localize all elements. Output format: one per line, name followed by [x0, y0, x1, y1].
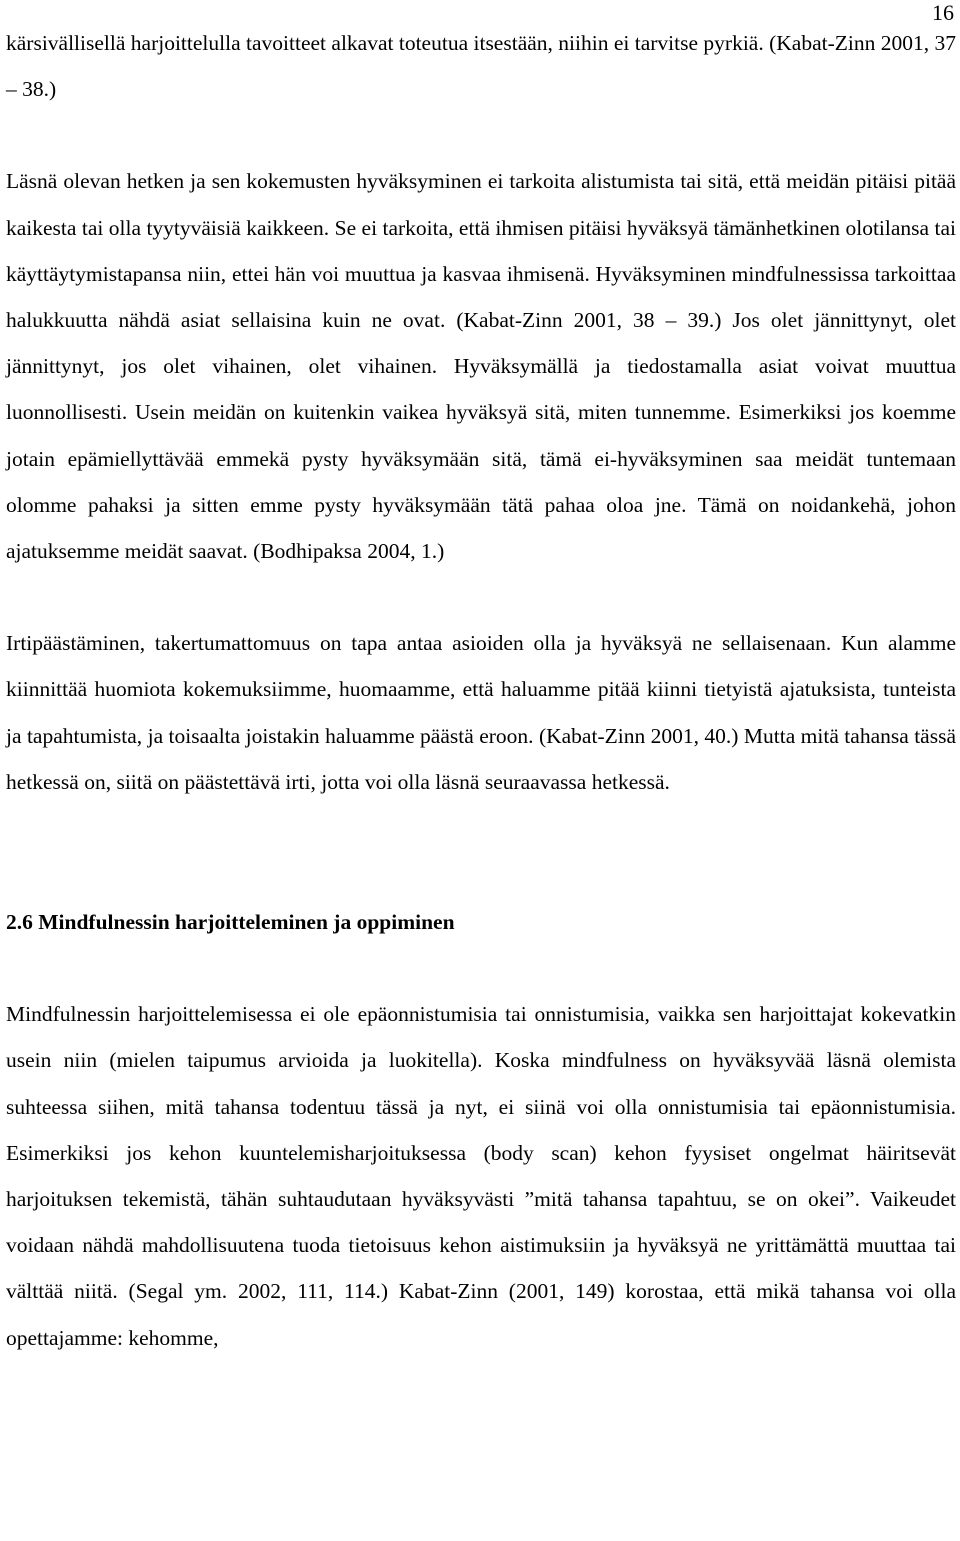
paragraph-practice: Mindfulnessin harjoittelemisessa ei ole epäonnistumisia tai onnistumisia, vaikka sen harjoittajat kokevatkin usein niin (mielen taipumus arvioida ja luokitella). Koska mindfulness on hyväksyvää läsnä olemista suhteessa siihen, mitä tahansa todentuu tässä ja nyt, ei siinä voi olla onnistumisia tai epäonnistumisia. Esimerkiksi jos kehon kuuntelemisharjoituksessa (body scan) kehon fyysiset ongelmat häiritsevät harjoituksen tekemistä, tähän suhtaudutaan hyväksyvästi ”mitä tahansa tapahtuu, se on okei”. Vaikeudet voidaan nähdä mahdollisuutena tuoda tietoisuus kehon aistimuksiin ja hyväksyä ne yrittämättä muuttaa tai välttää niitä. (Segal ym. 2002, 111, 114.) Kabat-Zinn (2001, 149) korostaa, että mikä tahansa voi olla opettajamme: kehomme,	[6, 1002, 956, 1350]
paragraph-continuation: kärsivällisellä harjoittelulla tavoitteet alkavat toteutua itsestään, niihin ei tarvitse pyrkiä. (Kabat-Zinn 2001, 37 – 38.)	[6, 31, 956, 102]
document-body	[6, 20, 956, 1361]
section-heading: 2.6 Mindfulnessin harjoitteleminen ja oppiminen	[6, 910, 455, 935]
paragraph-letting-go: Irtipäästäminen, takertumattomuus on tapa antaa asioiden olla ja hyväksyä ne sellaisenaan. Kun alamme kiinnittää huomiota kokemuksiimme, huomaamme, että haluamme pitää kiinni tietyistä ajatuksista, tunteista ja tapahtumista, ja toisaalta joistakin haluamme päästä eroon. (Kabat-Zinn 2001, 40.) Mutta mitä tahansa tässä hetkessä on, siitä on päästettävä irti, jotta voi olla läsnä seuraavassa hetkessä.	[6, 631, 956, 794]
paragraph-acceptance: Läsnä olevan hetken ja sen kokemusten hyväksyminen ei tarkoita alistumista tai sitä, että meidän pitäisi pitää kaikesta tai olla tyytyväisiä kaikkeen. Se ei tarkoita, että ihmisen pitäisi hyväksyä tämänhetkinen olotilansa tai käyttäytymistapansa niin, ettei hän voi muuttua ja kasvaa ihmisenä. Hyväksyminen mindfulnessissa tarkoittaa halukkuutta nähdä asiat sellaisina kuin ne ovat. (Kabat-Zinn 2001, 38 – 39.) Jos olet jännittynyt, olet jännittynyt, jos olet vihainen, olet vihainen. Hyväksymällä ja tiedostamalla asiat voivat muuttua luonnollisesti. Usein meidän on kuitenkin vaikea hyväksyä sitä, miten tunnemme. Esimerkiksi jos koemme jotain epämiellyttävää emmekä pysty hyväksymään sitä, tämä ei-hyväksyminen saa meidät tuntemaan olomme pahaksi ja sitten emme pysty hyväksymään tätä pahaa oloa jne. Tämä on noidankehä, johon ajatuksemme meidät saavat. (Bodhipaksa 2004, 1.)	[6, 169, 956, 564]
page-number: 16	[932, 0, 954, 25]
